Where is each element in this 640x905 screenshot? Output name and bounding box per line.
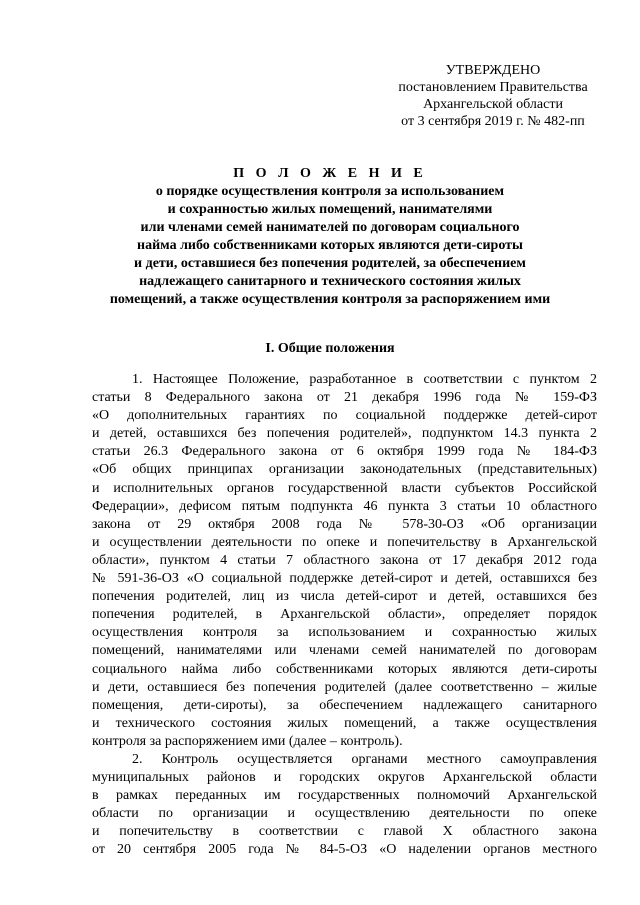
paragraph-line: попечения родителей, в Архангельской области», определяет порядок xyxy=(92,607,597,623)
paragraph-line: муниципальных районов и городских округов Архангельской области xyxy=(92,770,597,786)
paragraph-line: и осуществлении деятельности по опеке и попечительству в Архангельской xyxy=(92,534,597,550)
paragraph-line: области», пунктом 4 статьи 7 областного закона от 17 декабря 2012 года xyxy=(92,552,597,568)
approval-resolution: постановлением Правительства xyxy=(398,80,588,95)
paragraph-line: и детей, оставшихся без попечения родителей», подпунктом 14.3 пункта 2 xyxy=(92,426,597,442)
approval-date: от 3 сентября 2019 г. № 482-пп xyxy=(401,114,585,129)
paragraph-line: № 591-36-ОЗ «О социальной поддержке детей-сирот и детей, оставшихся без xyxy=(92,571,597,587)
paragraph-line: «Об общих принципах организации законодательных (представительных) xyxy=(92,462,597,478)
document-title-block xyxy=(70,165,590,309)
paragraph-line: и исполнительных органов государственной власти субъектов Российской xyxy=(92,480,597,496)
paragraph-1 xyxy=(92,371,597,751)
document-body xyxy=(92,371,597,860)
paragraph-line: закона от 29 октября 2008 года № 578-30-ОЗ «Об организации xyxy=(92,516,597,532)
paragraph-line: 2. Контроль осуществляется органами местного самоуправления xyxy=(132,751,597,767)
document-subtitle-line: о порядке осуществления контроля за использованием xyxy=(155,184,505,199)
document-subtitle-line: помещений, а также осуществления контроля за распоряжением ими xyxy=(109,292,551,307)
paragraph-line: и технического состояния жилых помещений, а также осуществления xyxy=(92,715,597,731)
paragraph-line: статьи 8 Федерального закона от 21 декабря 1996 года № 159-ФЗ xyxy=(92,390,597,406)
document-title: П О Л О Ж Е Н И Е xyxy=(233,166,427,181)
paragraph-line: осуществления контроля за использованием и сохранностью жилых xyxy=(92,625,597,641)
paragraph-line: и попечительству в соответствии с главой X областного закона xyxy=(92,824,597,840)
approval-stamp xyxy=(378,62,608,130)
document-subtitle-line: или членами семей нанимателей по договорам социального xyxy=(140,220,520,235)
paragraph-2 xyxy=(92,751,597,860)
document-subtitle-line: и дети, оставшиеся без попечения родителей, за обеспечением xyxy=(134,256,526,271)
paragraph-line: помещения, дети-сироты), за обеспечением надлежащего санитарного xyxy=(92,697,597,713)
paragraph-line: Федерации», дефисом пятым подпункта 46 пункта 3 статьи 10 областного xyxy=(92,498,597,514)
paragraph-line: статьи 26.3 Федерального закона от 6 октября 1999 года № 184-ФЗ xyxy=(92,444,597,460)
paragraph-line: области по организации и осуществлению деятельности по опеке xyxy=(92,806,597,822)
paragraph-line: и дети, оставшиеся без попечения родителей (далее соответственно – жилые xyxy=(92,679,597,695)
paragraph-line: социального найма либо собственниками которых являются дети-сироты xyxy=(92,661,597,677)
document-subtitle-line: надлежащего санитарного и технического состояния жилых xyxy=(139,274,521,289)
paragraph-line: контроля за распоряжением ими (далее – контроль). xyxy=(92,733,403,749)
paragraph-line: помещений, нанимателями или членами семей нанимателей по договорам xyxy=(92,643,597,659)
paragraph-line: попечения родителей, лиц из числа детей-сирот и детей, оставшихся без xyxy=(92,589,597,605)
approval-title: УТВЕРЖДЕНО xyxy=(445,63,541,78)
document-subtitle-line: найма либо собственниками которых являются дети-сироты xyxy=(137,238,523,253)
document-subtitle-line: и сохранностью жилых помещений, нанимателями xyxy=(167,202,493,217)
section-heading: I. Общие положения xyxy=(265,341,395,356)
paragraph-line: в рамках переданных им государственных полномочий Архангельской xyxy=(92,788,597,804)
paragraph-line: от 20 сентября 2005 года № 84-5-ОЗ «О наделении органов местного xyxy=(92,842,597,858)
approval-region: Архангельской области xyxy=(423,97,563,112)
paragraph-line: 1. Настоящее Положение, разработанное в соответствии с пунктом 2 xyxy=(132,372,597,387)
paragraph-line: «О дополнительных гарантиях по социальной поддержке детей-сирот xyxy=(92,408,597,424)
